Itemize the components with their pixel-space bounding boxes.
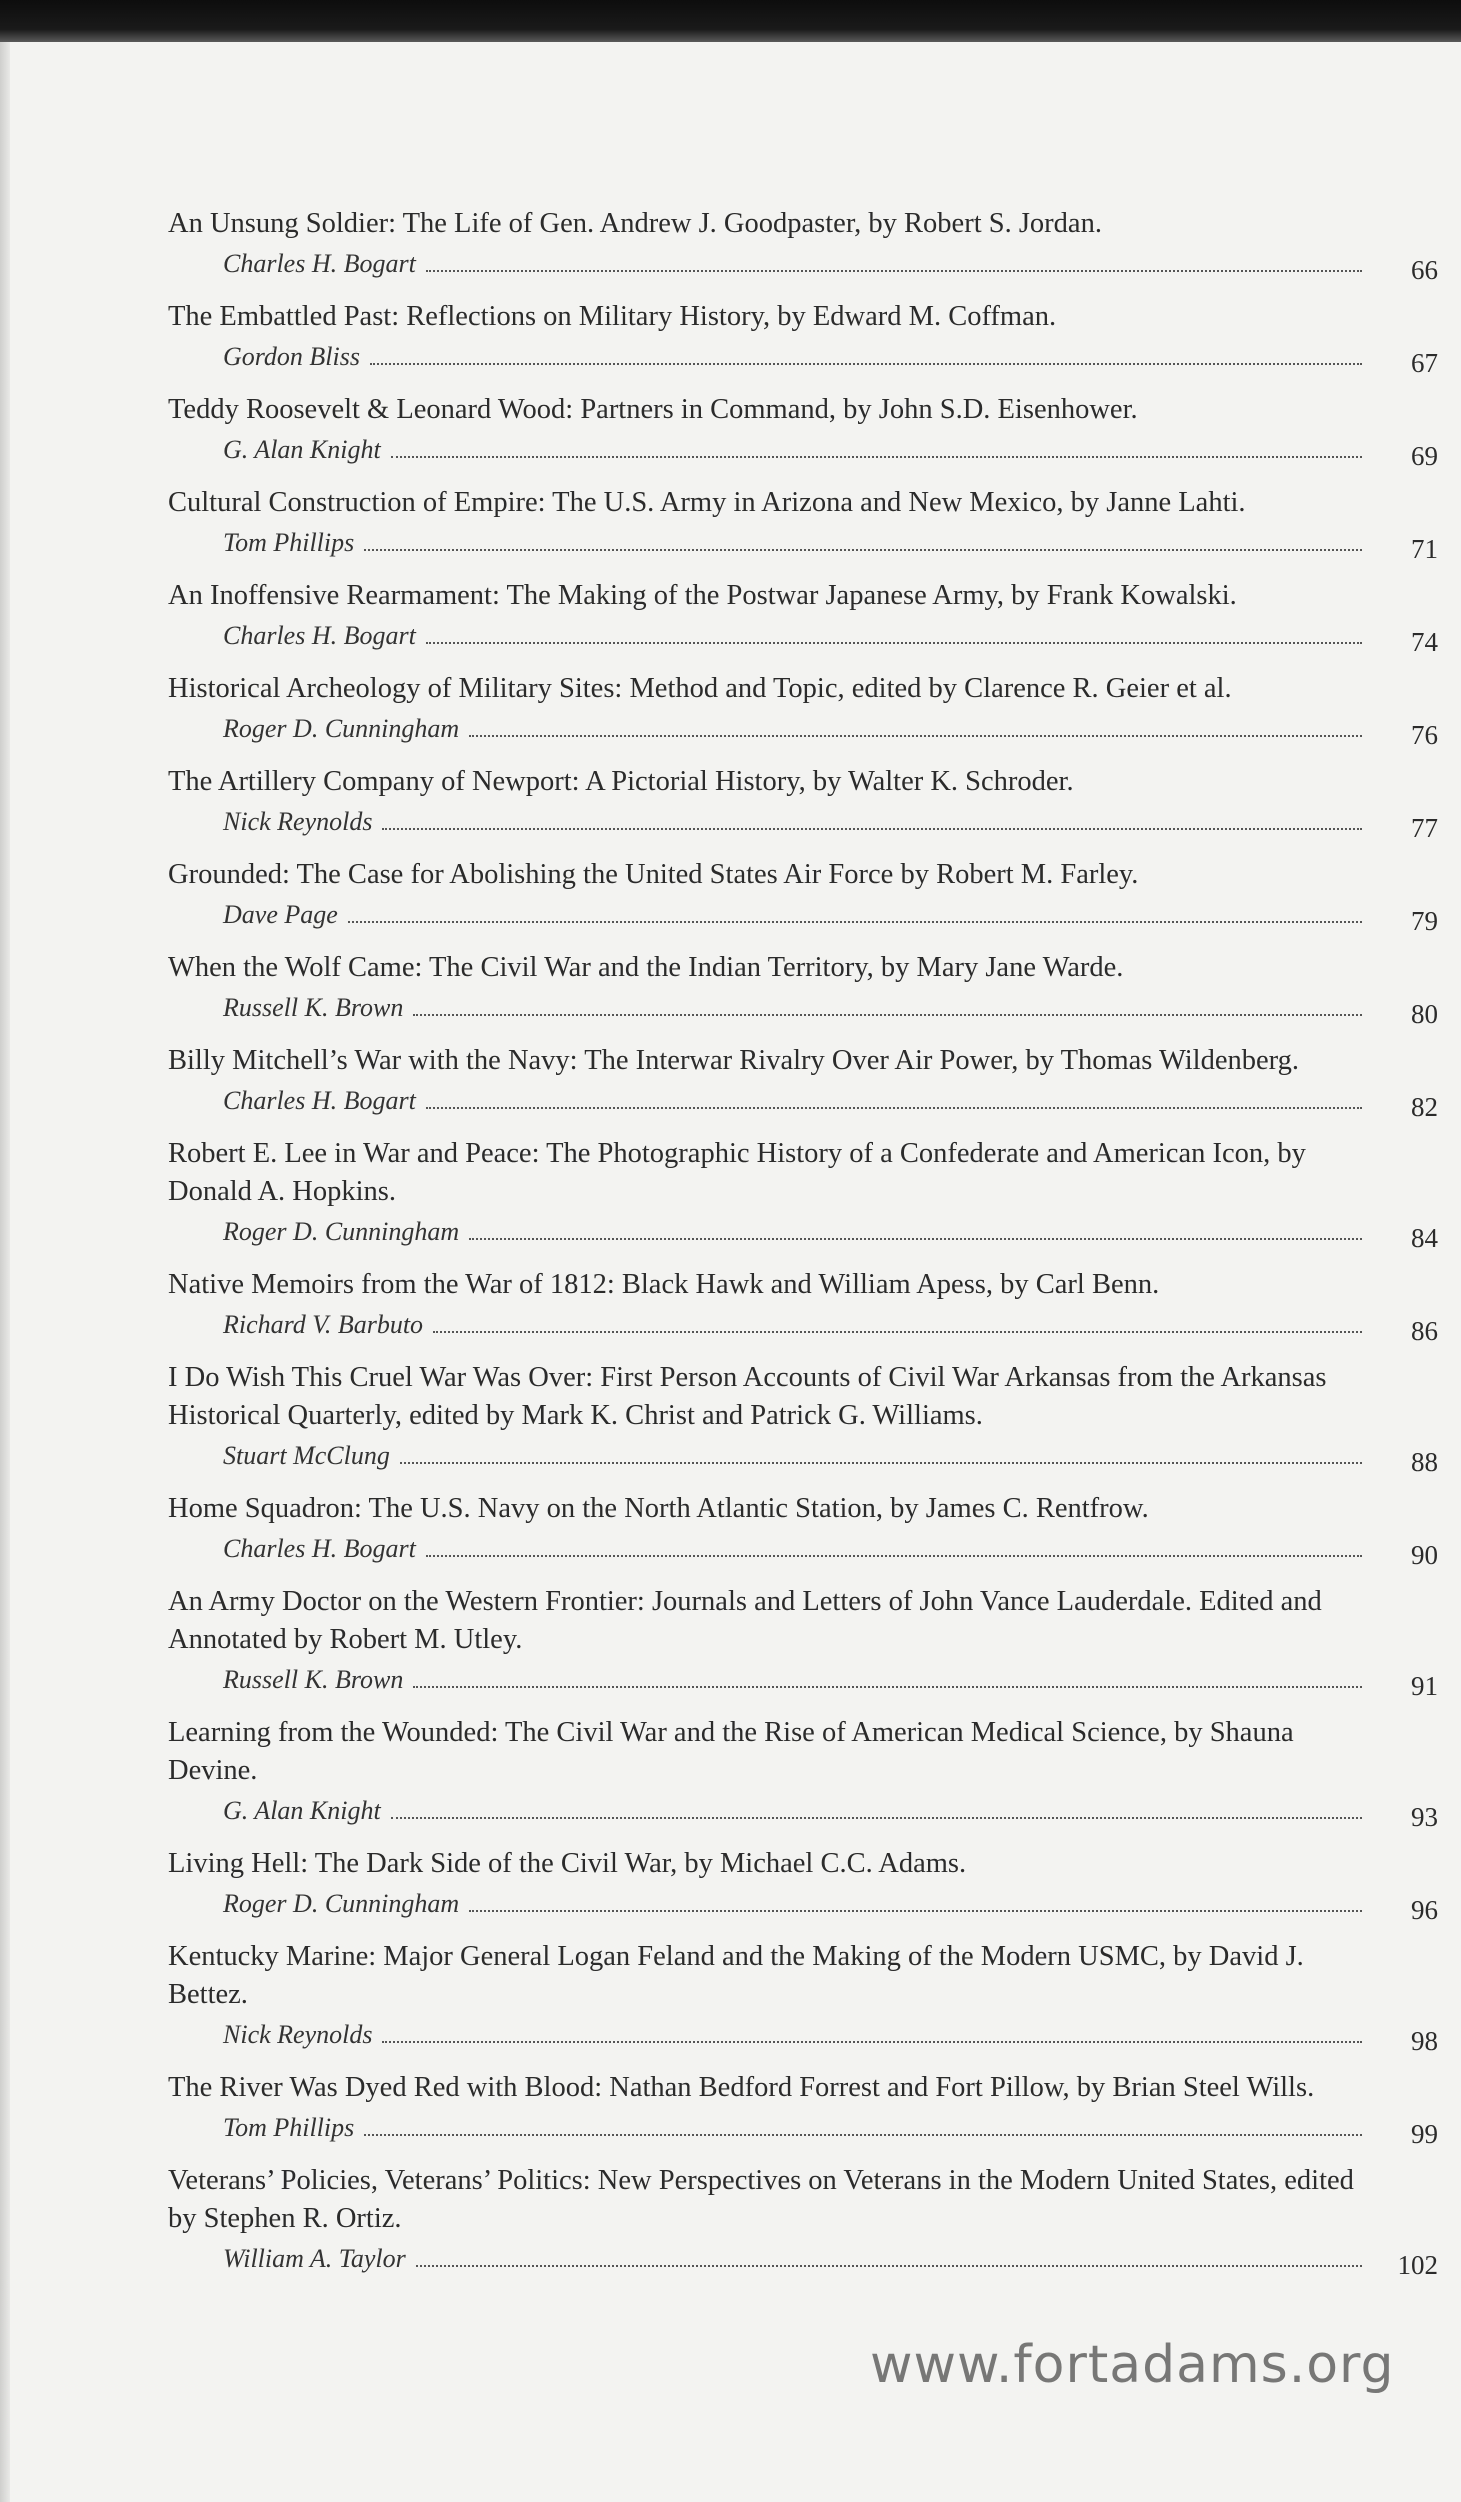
dot-leader — [364, 2134, 1362, 2136]
page-number: 84 — [1411, 1223, 1438, 1253]
page-number: 67 — [1411, 348, 1438, 378]
dot-leader — [348, 921, 1362, 923]
reviewer-row — [168, 2014, 1438, 2056]
reviewer-name: William A. Taylor — [223, 2244, 406, 2273]
book-title: Teddy Roosevelt & Leonard Wood: Partners in Command, by John S.D. Eisenhower. — [168, 394, 1138, 425]
reviewer-row — [168, 1304, 1438, 1346]
reviewer-row — [168, 1790, 1438, 1832]
page-number: 71 — [1411, 534, 1438, 564]
reviewer-row — [168, 708, 1438, 750]
page-number: 99 — [1411, 2119, 1438, 2149]
dot-leader — [364, 549, 1362, 551]
dot-leader — [426, 270, 1362, 272]
page-number: 77 — [1411, 813, 1438, 843]
page-number: 66 — [1411, 255, 1438, 285]
contents-entry — [168, 391, 1438, 471]
site-watermark: www.fortadams.org — [870, 2335, 1395, 2395]
book-title: Grounded: The Case for Abolishing the United States Air Force by Robert M. Farley. — [168, 859, 1139, 890]
page-number: 90 — [1411, 1540, 1438, 1570]
book-title: Kentucky Marine: Major General Logan Feland and the Making of the Modern USMC, by David J. Bettez. — [168, 1941, 1304, 2010]
book-title: The Artillery Company of Newport: A Pictorial History, by Walter K. Schroder. — [168, 766, 1074, 797]
reviewer-name: Tom Phillips — [223, 2113, 355, 2142]
dot-leader — [426, 1555, 1362, 1557]
reviewer-name: Nick Reynolds — [223, 807, 373, 836]
contents-entry — [168, 763, 1438, 843]
dot-leader — [469, 1910, 1362, 1912]
page-number: 76 — [1411, 720, 1438, 750]
contents-entry — [168, 1845, 1438, 1925]
book-title: An Unsung Soldier: The Life of Gen. Andrew J. Goodpaster, by Robert S. Jordan. — [168, 208, 1102, 239]
dot-leader — [416, 2265, 1362, 2267]
dot-leader — [433, 1331, 1362, 1333]
reviewer-row — [168, 243, 1438, 285]
contents-entry — [168, 1938, 1438, 2056]
contents-entry — [168, 1714, 1438, 1832]
book-title: An Army Doctor on the Western Frontier: Journals and Letters of John Vance Lauderdale. Edited and Annotated by Robert M. Utley. — [168, 1586, 1322, 1655]
reviewer-row — [168, 1659, 1438, 1701]
reviewer-row — [168, 801, 1438, 843]
dot-leader — [391, 1817, 1362, 1819]
reviewer-name: Richard V. Barbuto — [223, 1310, 424, 1339]
reviewer-name: G. Alan Knight — [223, 435, 381, 464]
dot-leader — [469, 735, 1362, 737]
page-number: 88 — [1411, 1447, 1438, 1477]
reviewer-row — [168, 894, 1438, 936]
contents-entry — [168, 577, 1438, 657]
page-number: 93 — [1411, 1802, 1438, 1832]
contents-entry — [168, 2162, 1438, 2280]
reviewer-name: Gordon Bliss — [223, 342, 360, 371]
dot-leader — [426, 1107, 1362, 1109]
dot-leader — [370, 363, 1362, 365]
contents-entry — [168, 1266, 1438, 1346]
reviewer-row — [168, 1528, 1438, 1570]
dot-leader — [413, 1014, 1362, 1016]
contents-entry — [168, 298, 1438, 378]
contents-entry — [168, 670, 1438, 750]
page-number: 96 — [1411, 1895, 1438, 1925]
reviewer-row — [168, 987, 1438, 1029]
book-title: Home Squadron: The U.S. Navy on the North Atlantic Station, by James C. Rentfrow. — [168, 1493, 1149, 1524]
dot-leader — [382, 2041, 1362, 2043]
contents-entry — [168, 1135, 1438, 1253]
page-number: 91 — [1411, 1671, 1438, 1701]
book-title: Native Memoirs from the War of 1812: Black Hawk and William Apess, by Carl Benn. — [168, 1269, 1160, 1300]
review-contents-list — [168, 205, 1438, 2293]
reviewer-name: Stuart McClung — [223, 1441, 390, 1470]
reviewer-name: Charles H. Bogart — [223, 1086, 416, 1115]
scan-top-edge — [0, 0, 1461, 42]
reviewer-row — [168, 429, 1438, 471]
reviewer-name: G. Alan Knight — [223, 1796, 381, 1825]
reviewer-row — [168, 615, 1438, 657]
book-title: Robert E. Lee in War and Peace: The Photographic History of a Confederate and American Icon, by Donald A. Hopkins. — [168, 1138, 1306, 1207]
book-title: I Do Wish This Cruel War Was Over: First Person Accounts of Civil War Arkansas from the Arkansas Historical Quarterly, edited by Mark K. Christ and Patrick G. Williams. — [168, 1362, 1327, 1431]
reviewer-row — [168, 1211, 1438, 1253]
book-title: Cultural Construction of Empire: The U.S. Army in Arizona and New Mexico, by Janne Lahti. — [168, 487, 1246, 518]
reviewer-row — [168, 2107, 1438, 2149]
book-title: An Inoffensive Rearmament: The Making of the Postwar Japanese Army, by Frank Kowalski. — [168, 580, 1237, 611]
page-number: 79 — [1411, 906, 1438, 936]
reviewer-row — [168, 336, 1438, 378]
book-title: Historical Archeology of Military Sites: Method and Topic, edited by Clarence R. Geier et al. — [168, 673, 1232, 704]
reviewer-name: Nick Reynolds — [223, 2020, 373, 2049]
reviewer-name: Roger D. Cunningham — [223, 714, 460, 743]
dot-leader — [391, 456, 1362, 458]
reviewer-row — [168, 1080, 1438, 1122]
contents-entry — [168, 1490, 1438, 1570]
contents-entry — [168, 484, 1438, 564]
reviewer-name: Roger D. Cunningham — [223, 1889, 460, 1918]
page-number: 102 — [1397, 2250, 1438, 2280]
reviewer-name: Russell K. Brown — [223, 1665, 404, 1694]
reviewer-row — [168, 1883, 1438, 1925]
contents-entry — [168, 856, 1438, 936]
book-title: Veterans’ Policies, Veterans’ Politics: New Perspectives on Veterans in the Modern United States, edited by Stephen R. Ortiz. — [168, 2165, 1354, 2234]
contents-entry — [168, 1359, 1438, 1477]
contents-entry — [168, 949, 1438, 1029]
dot-leader — [426, 642, 1362, 644]
reviewer-name: Russell K. Brown — [223, 993, 404, 1022]
reviewer-name: Dave Page — [223, 900, 338, 929]
reviewer-row — [168, 1435, 1438, 1477]
book-title: Living Hell: The Dark Side of the Civil War, by Michael C.C. Adams. — [168, 1848, 967, 1879]
page-number: 98 — [1411, 2026, 1438, 2056]
book-title: Billy Mitchell’s War with the Navy: The Interwar Rivalry Over Air Power, by Thomas Wildenberg. — [168, 1045, 1299, 1076]
reviewer-name: Roger D. Cunningham — [223, 1217, 460, 1246]
contents-entry — [168, 205, 1438, 285]
book-title: Learning from the Wounded: The Civil War and the Rise of American Medical Science, by Shauna Devine. — [168, 1717, 1294, 1786]
book-title: The Embattled Past: Reflections on Military History, by Edward M. Coffman. — [168, 301, 1057, 332]
page-number: 69 — [1411, 441, 1438, 471]
book-title: When the Wolf Came: The Civil War and the Indian Territory, by Mary Jane Warde. — [168, 952, 1124, 983]
page-number: 82 — [1411, 1092, 1438, 1122]
reviewer-row — [168, 2238, 1438, 2280]
contents-entry — [168, 1042, 1438, 1122]
reviewer-name: Charles H. Bogart — [223, 621, 416, 650]
book-title: The River Was Dyed Red with Blood: Nathan Bedford Forrest and Fort Pillow, by Brian Steel Wills. — [168, 2072, 1315, 2103]
reviewer-name: Charles H. Bogart — [223, 1534, 416, 1563]
reviewer-name: Charles H. Bogart — [223, 249, 416, 278]
reviewer-name: Tom Phillips — [223, 528, 355, 557]
contents-entry — [168, 1583, 1438, 1701]
scan-left-edge — [0, 42, 10, 2502]
page-number: 86 — [1411, 1316, 1438, 1346]
reviewer-row — [168, 522, 1438, 564]
dot-leader — [469, 1238, 1362, 1240]
dot-leader — [413, 1686, 1362, 1688]
dot-leader — [400, 1462, 1362, 1464]
page-number: 74 — [1411, 627, 1438, 657]
page-number: 80 — [1411, 999, 1438, 1029]
contents-entry — [168, 2069, 1438, 2149]
dot-leader — [382, 828, 1362, 830]
